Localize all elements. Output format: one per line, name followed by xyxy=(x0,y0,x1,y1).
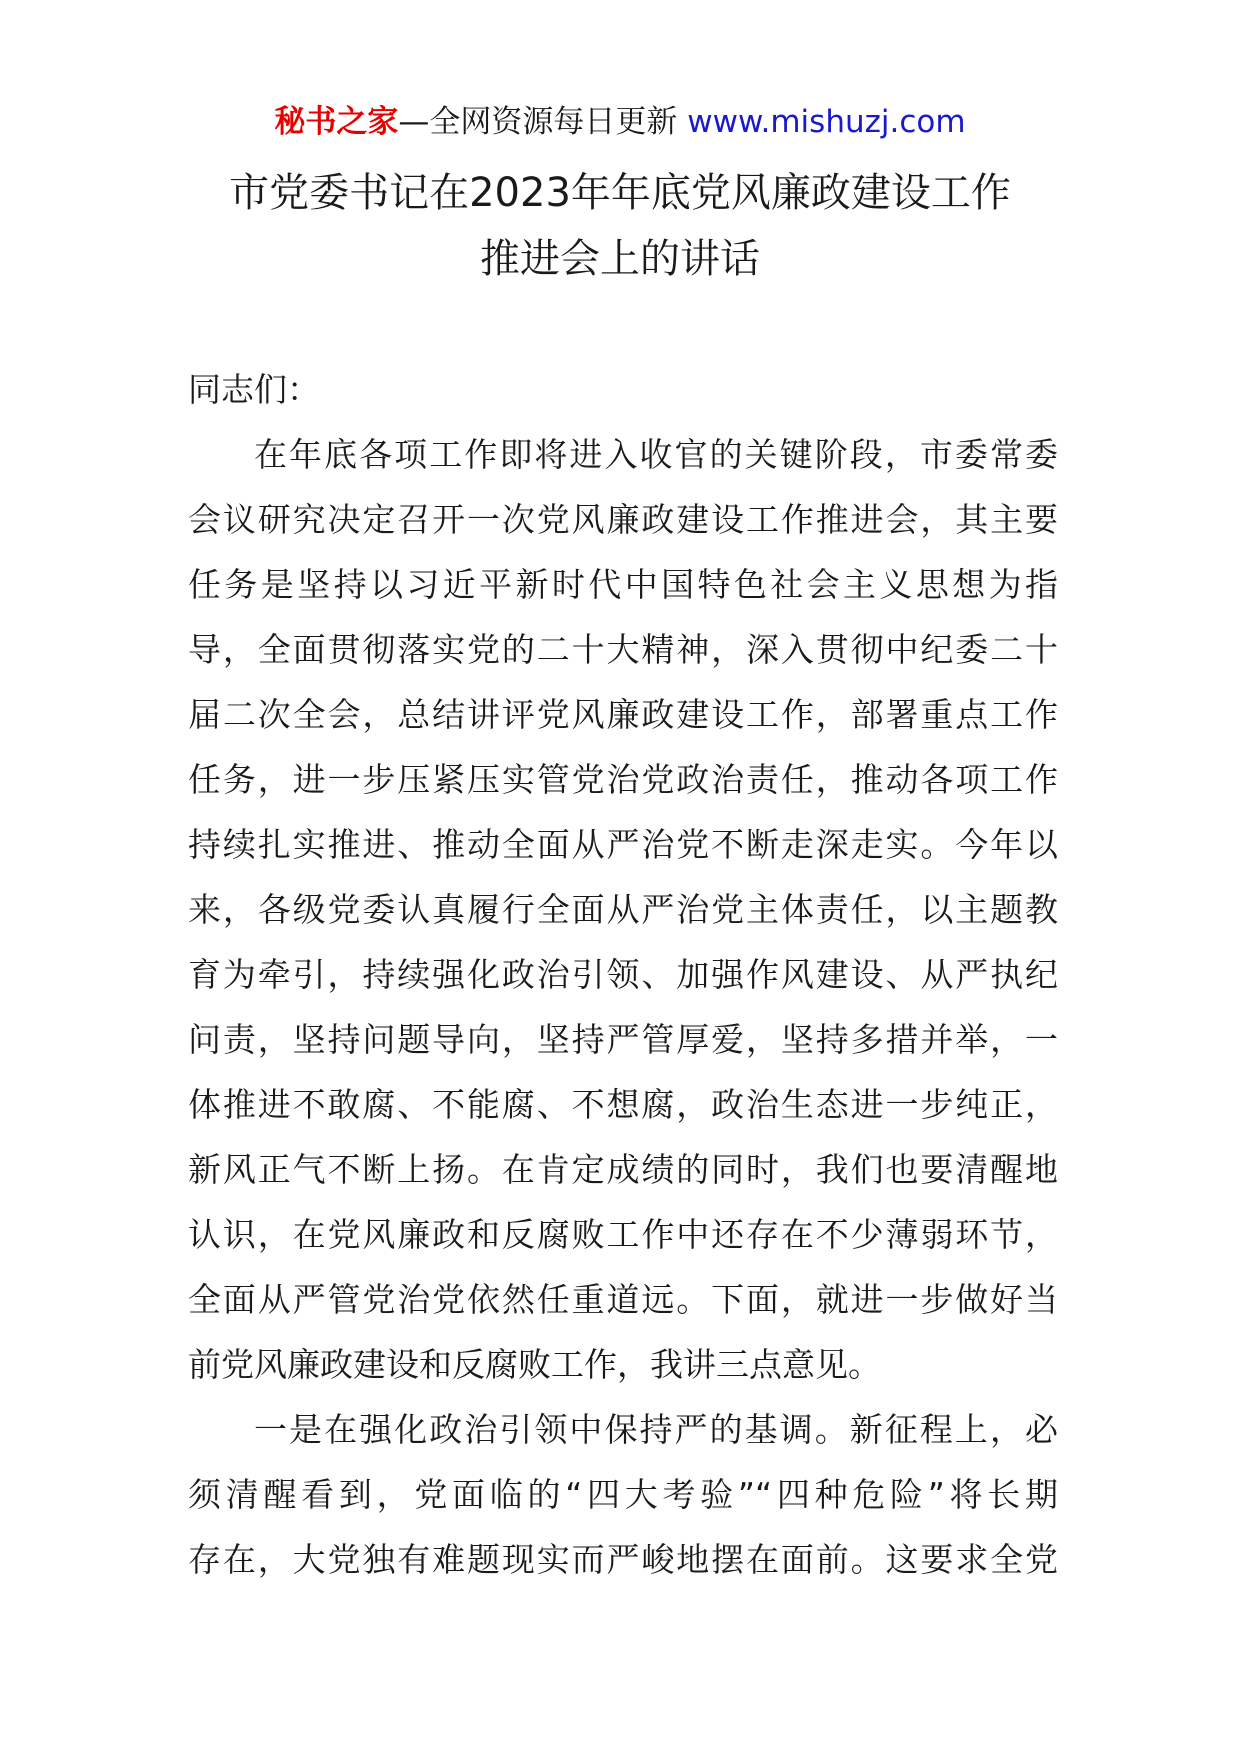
body-line: 任务是坚持以习近平新时代中国特色社会主义思想为指 xyxy=(188,565,1058,604)
body-line: 一是在强化政治引领中保持严的基调。新征程上，必 xyxy=(254,1410,1058,1449)
title-line: 推进会上的讲话 xyxy=(480,236,760,282)
body-line: 体推进不敢腐、不能腐、不想腐，政治生态进一步纯正， xyxy=(188,1085,1058,1124)
title-line: 市党委书记在2023年年底党风廉政建设工作 xyxy=(229,170,1011,216)
body-line: 在年底各项工作即将进入收官的关键阶段，市委常委 xyxy=(254,435,1058,474)
body-line: 问责，坚持问题导向，坚持严管厚爱，坚持多措并举，一 xyxy=(188,1020,1058,1059)
body-line: 会议研究决定召开一次党风廉政建设工作推进会，其主要 xyxy=(188,500,1058,539)
body-line: 来，各级党委认真履行全面从严治党主体责任，以主题教 xyxy=(188,890,1058,929)
body-line: 须清醒看到，党面临的“四大考验”“四种危险”将长期 xyxy=(188,1475,1058,1514)
site-url-link[interactable]: www.mishuzj.com xyxy=(687,104,966,140)
salutation: 同志们： xyxy=(188,370,320,409)
body-line: 存在，大党独有难题现实而严峻地摆在面前。这要求全党 xyxy=(188,1540,1058,1579)
body-line: 认识，在党风廉政和反腐败工作中还存在不少薄弱环节， xyxy=(188,1215,1058,1254)
document-title xyxy=(0,160,1240,292)
body-line: 导，全面贯彻落实党的二十大精神，深入贯彻中纪委二十 xyxy=(188,630,1058,669)
body-line: 育为牵引，持续强化政治引领、加强作风建设、从严执纪 xyxy=(188,955,1058,994)
body-line: 全面从严管党治党依然任重道远。下面，就进一步做好当 xyxy=(188,1280,1058,1319)
header-tagline: —全网资源每日更新 xyxy=(398,104,678,140)
brand-name: 秘书之家 xyxy=(274,104,399,140)
body-line: 届二次全会，总结讲评党风廉政建设工作，部署重点工作 xyxy=(188,695,1058,734)
body-line: 新风正气不断上扬。在肯定成绩的同时，我们也要清醒地 xyxy=(188,1150,1058,1189)
body-line: 任务，进一步压紧压实管党治党政治责任，推动各项工作 xyxy=(188,760,1058,799)
body-line: 持续扎实推进、推动全面从严治党不断走深走实。今年以 xyxy=(188,825,1058,864)
body-line: 前党风廉政建设和反腐败工作，我讲三点意见。 xyxy=(188,1345,881,1384)
document-body xyxy=(188,357,1058,1592)
site-header xyxy=(0,100,1240,144)
